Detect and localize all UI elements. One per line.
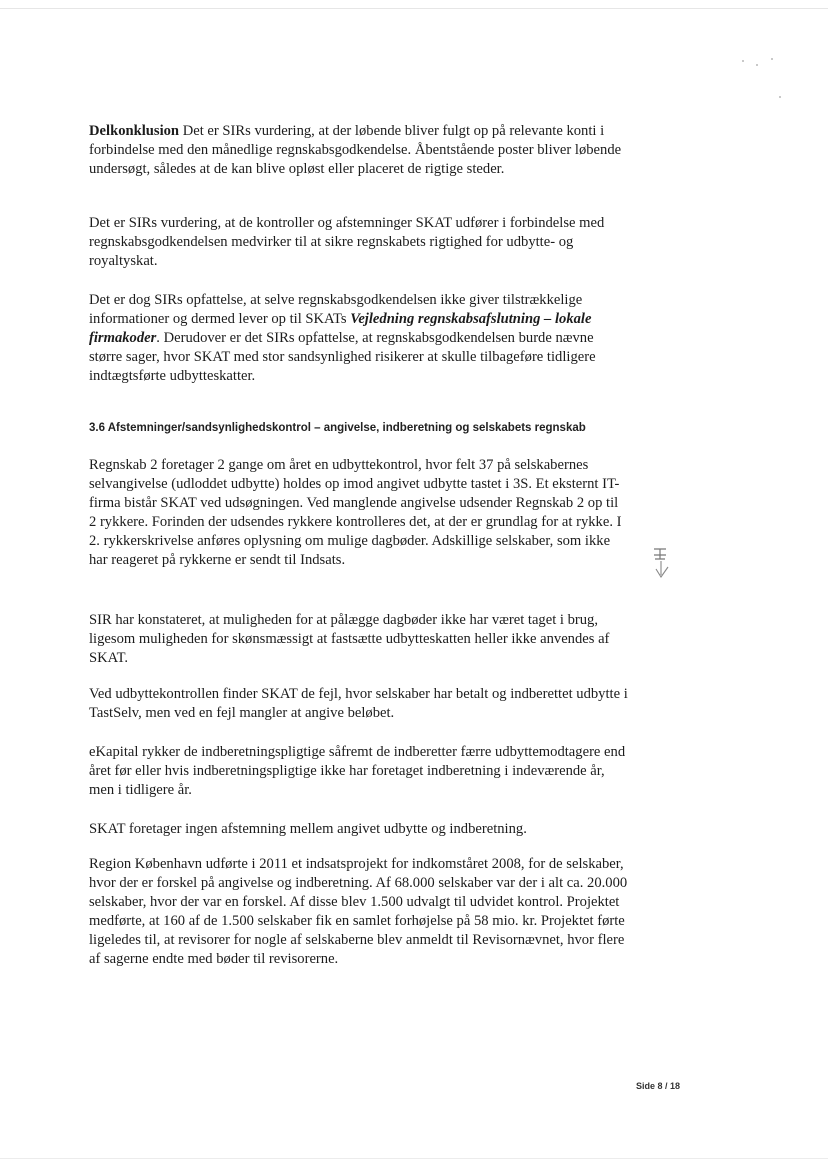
scan-speck (771, 58, 773, 60)
paragraph-udbyttekontrol: Regnskab 2 foretager 2 gange om året en udbyttekontrol, hvor felt 37 på selskabernes selvangivelse (udloddet udbytte) holdes op imod angivet udbytte tastet i 3S. Et eksternt IT-firma bistår SKAT ved udsøgningen. Ved manglende angivelse udsender Regnskab 2 op til 2 rykkere. Forinden der udsendes rykkere kontrolleres det, at der er grundlag for at rykke. I 2. rykkerskrivelse anføres oplysning om mulige dagbøder. Adskillige selskaber, som ikke har reageret på rykkerne er sendt til Indsats. (89, 457, 622, 568)
handwritten-margin-mark-icon (648, 545, 678, 585)
scan-top-edge (0, 8, 828, 9)
paragraph-ekapital: eKapital rykker de indberetningspligtige såfremt de indberetter færre udbyttemodtagere end året før eller hvis indberetningspligtige ikke har foretaget indberetning i indeværende år, men i tidligere år. (89, 744, 626, 798)
paragraph-lead: Delkonklusion (89, 123, 180, 139)
paragraph-dagboeder: SIR har konstateret, at muligheden for at pålægge dagbøder ikke har været taget i brug, ligesom muligheden for skønsmæssigt at fastsætte udbytteskatten heller ikke anvendes af SKAT. (89, 612, 610, 666)
scan-bottom-edge (0, 1158, 828, 1159)
paragraph-text-after: . Derudover er det SIRs opfattelse, at regnskabsgodkendelsen burde nævne større sager, hvor SKAT med stor sandsynlighed risikerer at skulle tilbageføre tidligere indtægtsførte udbytteskatter. (89, 330, 596, 384)
paragraph-tastselv: Ved udbyttekontrollen finder SKAT de fejl, hvor selskaber har betalt og indberettet udbytte i TastSelv, men ved en fejl mangler at angive beløbet. (89, 686, 628, 721)
paragraph-region-koebenhavn: Region København udførte i 2011 et indsatsprojekt for indkomståret 2008, for de selskaber, hvor der er forskel på angivelse og indberetning. Af 68.000 selskaber var der i alt ca. 20.000 selskaber, hvor der var en forskel. Af disse blev 1.500 udvalgt til udvidet kontrol. Projektet medførte, at 160 af de 1.500 selskaber fik en samlet forhøjelse på 58 mio. kr. Projektet førte ligeledes til, at revisorer for nogle af selskaberne blev anmeldt til Revisornævnet, hvor flere af sagerne endte med bøder til revisorerne. (89, 856, 628, 967)
section-heading: 3.6 Afstemninger/sandsynlighedskontrol – angivelse, indberetning og selskabets regnskab (89, 422, 586, 434)
scan-speck (756, 64, 758, 66)
scan-speck (779, 96, 781, 98)
paragraph-control-assessment: Det er SIRs vurdering, at de kontroller og afstemninger SKAT udfører i forbindelse med regnskabsgodkendelsen medvirker til at sikre regnskabets rigtighed for udbytte- og royaltyskat. (89, 215, 605, 269)
guideline-title: Vejledning regnskabsafslutning – lokale firmakoder (89, 311, 592, 346)
page-number: Side 8 / 18 (636, 1081, 681, 1091)
paragraph-sir-opinion (89, 291, 629, 386)
scan-speck (742, 60, 744, 62)
paragraph-text: Det er SIRs vurdering, at der løbende bliver fulgt op på relevante konti i forbindelse med den månedlige regnskabsgodkendelse. Åbentstående poster bliver løbende undersøgt, således at de kan blive opløst eller placeret de rigtige steder. (89, 123, 622, 177)
paragraph-no-reconciliation: SKAT foretager ingen afstemning mellem angivet udbytte og indberetning. (89, 821, 527, 837)
paragraph-text-before: Det er dog SIRs opfattelse, at selve regnskabsgodkendelsen ikke giver tilstrækkelige informationer og dermed lever op til SKATs (89, 292, 583, 327)
paragraph-delkonklusion (89, 122, 629, 179)
